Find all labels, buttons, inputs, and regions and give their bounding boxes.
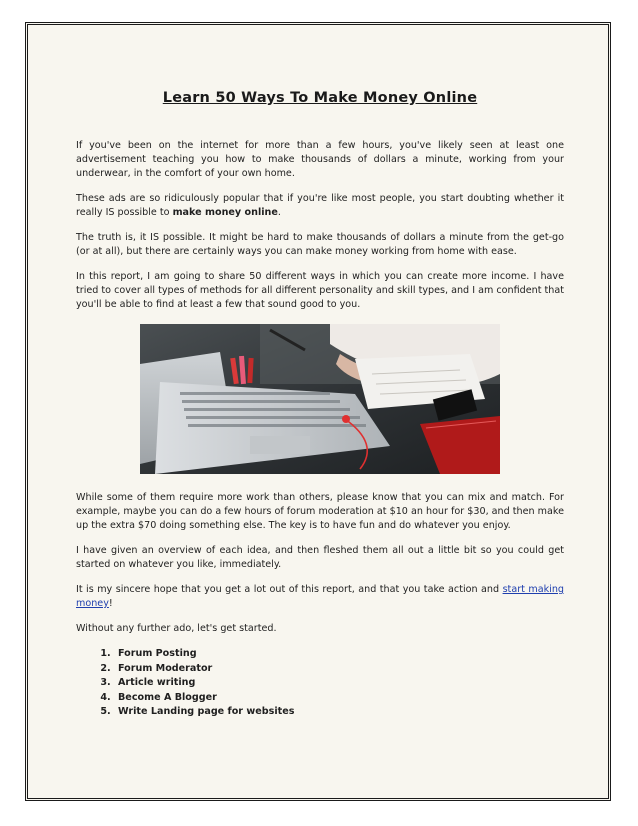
paragraph-lets-start: Without any further ado, let's get started. — [76, 623, 277, 634]
list-item: 1. Forum Posting — [114, 647, 564, 662]
paragraph-hope — [76, 583, 564, 611]
paragraph-hope-text: It is my sincere hope that you get a lot out of this report, and that you take action and — [76, 584, 503, 595]
paragraph-report: In this report, I am going to share 50 different ways in which you can create more income. I have tried to cover all types of methods for all different personality and skill types, and I am confident that you'll be able to find at least a few that sound good to you. — [76, 271, 564, 310]
paragraph-doubting-end: . — [277, 207, 281, 218]
paragraph-doubting — [76, 192, 564, 220]
start-making-money-link[interactable]: start making money — [76, 584, 564, 609]
list-item: 2. Forum Moderator — [114, 662, 564, 677]
document-body — [76, 88, 564, 720]
paragraph-mix-match: While some of them require more work than others, please know that you can mix and match. For example, maybe you can do a few hours of forum moderation at $10 an hour for $30, and then make up the extra $70 doing something else. The key is to have fun and do whatever you enjoy. — [76, 492, 564, 531]
paragraph-intro: If you've been on the internet for more than a few hours, you've likely seen at least one advertisement teaching you how to make thousands of dollars a minute, working from your underwear, in the comfort of your own home. — [76, 140, 564, 179]
make-money-online-bold: make money online — [172, 207, 278, 218]
laptop-photo — [140, 324, 500, 474]
document-title: Learn 50 Ways To Make Money Online — [162, 90, 478, 106]
laptop-desk-photo-icon — [140, 324, 500, 474]
paragraph-overview: I have given an overview of each idea, and then fleshed them all out a little bit so you could get started on whatever you like, immediately. — [76, 545, 564, 570]
paragraph-hope-end: ! — [108, 598, 113, 609]
list-item: 3. Article writing — [114, 676, 564, 691]
paragraph-truth: The truth is, it IS possible. It might be hard to make thousands of dollars a minute from the get-go (or at all), but there are certainly ways you can make money working from home with ease. — [76, 232, 564, 257]
paragraph-doubting-text: These ads are so ridiculously popular that if you're like most people, you start doubting whether it really IS possible to — [76, 193, 564, 218]
list-item: 5. Write Landing page for websites — [114, 705, 564, 720]
list-item: 4. Become A Blogger — [114, 691, 564, 706]
ways-list — [76, 647, 564, 720]
